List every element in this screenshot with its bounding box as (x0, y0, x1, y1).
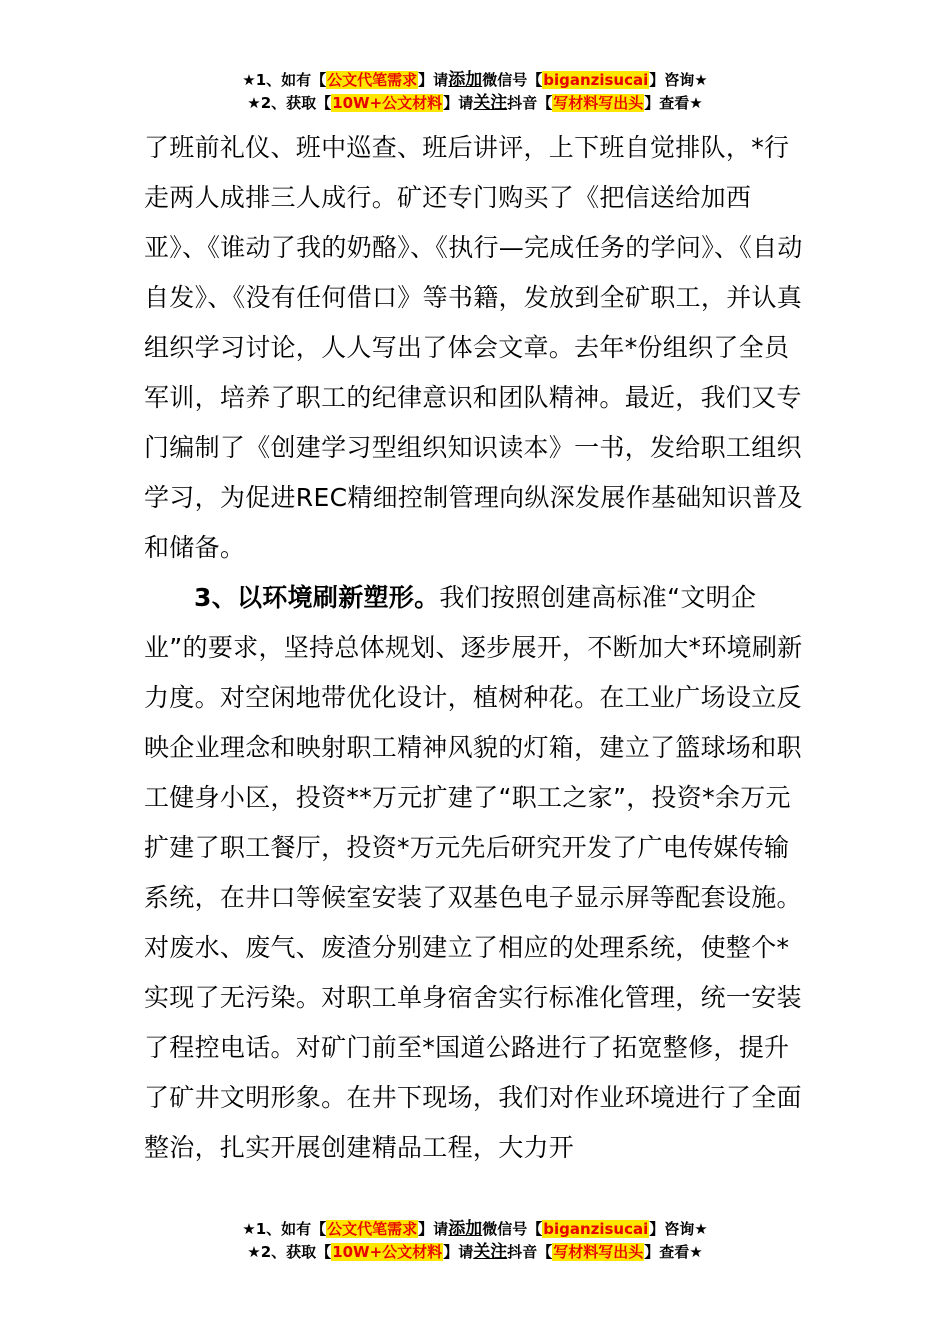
banner-text: 】请 (418, 1220, 449, 1238)
header-banner (0, 69, 950, 115)
banner-highlight: 公文代笔需求 (327, 1220, 418, 1238)
banner-emphasis: 关注 (473, 1242, 508, 1262)
banner-text: ★2、获取【 (247, 1243, 332, 1261)
banner-text: 微信号【 (482, 1220, 543, 1238)
paragraph-2 (144, 573, 809, 1173)
banner-highlight: biganzisucai (543, 71, 649, 89)
banner-highlight: biganzisucai (543, 1220, 649, 1238)
document-body (144, 123, 809, 1173)
banner-line-2 (0, 92, 950, 115)
banner-highlight: 写材料写出头 (553, 94, 644, 112)
banner-text: 】请 (443, 1243, 474, 1261)
banner-highlight: 10W+公文材料 (332, 1243, 443, 1261)
banner-text: 】请 (418, 71, 449, 89)
banner-emphasis: 关注 (473, 93, 508, 113)
banner-text: 抖音【 (507, 94, 553, 112)
footer-banner (0, 1218, 950, 1264)
banner-highlight: 10W+公文材料 (332, 94, 443, 112)
banner-text: 】咨询★ (649, 71, 708, 89)
paragraph-1: 了班前礼仪、班中巡查、班后讲评，上下班自觉排队，*行走两人成排三人成行。矿还专门购买了《把信送给加西亚》、《谁动了我的奶酪》、《执行—完成任务的学问》、《自动自发》、《没有任何借口》等书籍，发放到全矿职工，并认真组织学习讨论，人人写出了体会文章。去年*份组织了全员军训，培养了职工的纪律意识和团队精神。最近，我们又专门编制了《创建学习型组织知识读本》一书，发给职工组织学习，为促进REC精细控制管理向纵深发展作基础知识普及和储备。 (144, 133, 803, 562)
banner-text: 】咨询★ (649, 1220, 708, 1238)
banner-line-2 (0, 1241, 950, 1264)
banner-line-1 (0, 69, 950, 92)
banner-text: ★1、如有【 (242, 71, 327, 89)
banner-text: ★1、如有【 (242, 1220, 327, 1238)
banner-highlight: 写材料写出头 (553, 1243, 644, 1261)
section-heading: 3、以环境刷新塑形。 (194, 583, 440, 612)
banner-text: ★2、获取【 (247, 94, 332, 112)
banner-text: 微信号【 (482, 71, 543, 89)
banner-emphasis: 添加 (448, 1219, 483, 1239)
banner-highlight: 公文代笔需求 (327, 71, 418, 89)
paragraph-2-body: 我们按照创建高标准“文明企业”的要求，坚持总体规划、逐步展开，不断加大*环境刷新力度。对空闲地带优化设计，植树种花。在工业广场设立反映企业理念和映射职工精神风貌的灯箱，建立了篮球场和职工健身小区，投资**万元扩建了“职工之家”，投资*余万元扩建了职工餐厅，投资*万元先后研究开发了广电传媒传输系统，在井口等候室安装了双基色电子显示屏等配套设施。对废水、废气、废渣分别建立了相应的处理系统，使整个*实现了无污染。对职工单身宿舍实行标准化管理，统一安装了程控电话。对矿门前至*国道公路进行了拓宽整修，提升了矿井文明形象。在井下现场，我们对作业环境进行了全面整治，扎实开展创建精品工程，大力开 (144, 583, 803, 1162)
banner-line-1 (0, 1218, 950, 1241)
banner-text: 抖音【 (507, 1243, 553, 1261)
banner-emphasis: 添加 (448, 70, 483, 90)
banner-text: 】请 (443, 94, 474, 112)
banner-text: 】查看★ (644, 94, 703, 112)
banner-text: 】查看★ (644, 1243, 703, 1261)
